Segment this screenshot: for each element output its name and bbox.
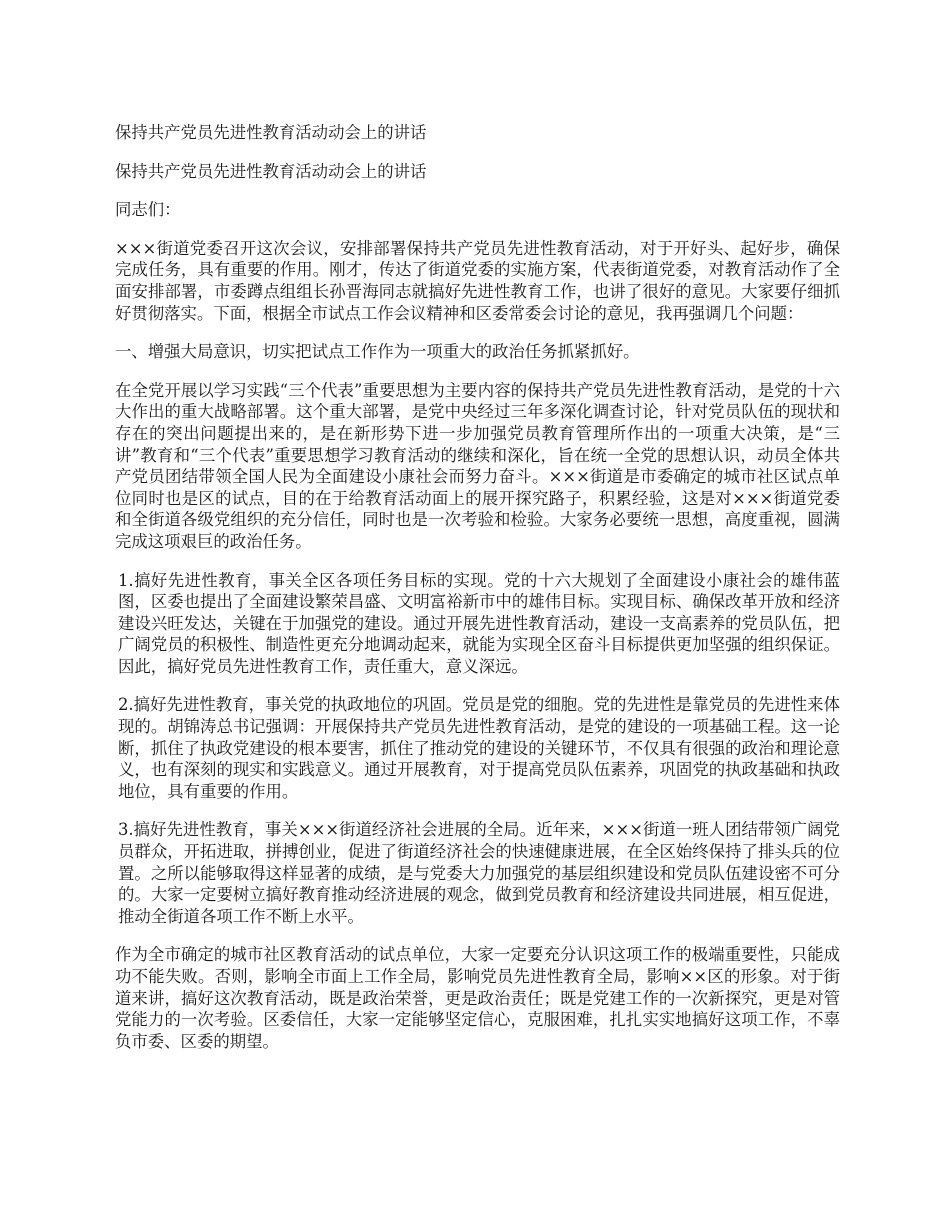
paragraph-intro: ×××街道党委召开这次会议，安排部署保持共产党员先进性教育活动，对于开好头、起好步，确保完成任务，具有重要的作用。刚才，传达了街道党委的实施方案，代表街道党委，对教育活动作了全面安排部署，市委蹲点组组长孙晋海同志就搞好先进性教育工作，也讲了很好的意见。大家要仔细抓好贯彻落实。下面，根据全市试点工作会议精神和区委常委会讨论的意见，我再强调几个问题：: [115, 238, 840, 323]
numbered-paragraph-1: 1.搞好先进性教育，事关全区各项任务目标的实现。党的十六大规划了全面建设小康社会的雄伟蓝图，区委也提出了全面建设繁荣昌盛、文明富裕新市中的雄伟目标。实现目标、确保改革开放和经济建设兴旺发达，关键在于加强党的建设。通过开展先进性教育活动，建设一支高素养的党员队伍，把广阔党员的积极性、制造性更充分地调动起来，就能为实现全区奋斗目标提供更加坚强的组织保证。因此，搞好党员先进性教育工作，责任重大，意义深远。: [118, 570, 840, 676]
document-subtitle: 保持共产党员先进性教育活动动会上的讲话: [115, 161, 427, 181]
numbered-paragraph-3: 3.搞好先进性教育，事关×××街道经济社会进展的全局。近年来，×××街道一班人团结带领广阔党员群众，开拓进取，拼搏创业，促进了街道经济社会的快速健康进展，在全区始终保持了排头兵的位置。之所以能够取得这样显著的成绩，是与党委大力加强党的基层组织建设和党员队伍建设密不可分的。大家一定要树立搞好教育推动经济进展的观念，做到党员教育和经济建设共同进展，相互促进，推动全街道各项工作不断上水平。: [118, 820, 840, 926]
document-title: 保持共产党员先进性教育活动动会上的讲话: [115, 123, 427, 142]
numbered-paragraph-2: 2.搞好先进性教育，事关党的执政地位的巩固。党员是党的细胞。党的先进性是靠党员的先进性来体现的。胡锦涛总书记强调：开展保持共产党员先进性教育活动，是党的建设的一项基础工程。这一论断，抓住了执政党建设的根本要害，抓住了推动党的建设的关键环节，不仅具有很强的政治和理论意义，也有深刻的现实和实践意义。通过开展教育，对于提高党员队伍素养，巩固党的执政基础和执政地位，具有重要的作用。: [118, 695, 840, 801]
greeting: 同志们：: [115, 200, 181, 220]
paragraph-conclusion: 作为全市确定的城市社区教育活动的试点单位，大家一定要充分认识这项工作的极端重要性，只能成功不能失败。否则，影响全市面上工作全局，影响党员先进性教育全局，影响××区的形象。对于街道来讲，搞好这次教育活动，既是政治荣誉，更是政治责任；既是党建工作的一次新探究，更是对管党能力的一次考验。区委信任，大家一定能够坚定信心，克服困难，扎扎实实地搞好这项工作，不辜负市委、区委的期望。: [115, 945, 840, 1051]
section-heading-1: 一、增强大局意识，切实把试点工作作为一项重大的政治任务抓紧抓好。: [115, 342, 640, 362]
document-page: [115, 120, 840, 1069]
paragraph-background: 在全党开展以学习实践“三个代表”重要思想为主要内容的保持共产党员先进性教育活动，是党的十六大作出的重大战略部署。这个重大部署，是党中央经过三年多深化调查讨论，针对党员队伍的现状和存在的突出问题提出来的，是在新形势下进一步加强党员教育管理所作出的一项重大决策，是“三讲”教育和“三个代表”重要思想学习教育活动的继续和深化，旨在统一全党的思想认识，动员全体共产党员团结带领全国人民为全面建设小康社会而努力奋斗。×××街道是市委确定的城市社区试点单位同时也是区的试点，目的在于给教育活动面上的展开探究路子，积累经验，这是对×××街道党委和全街道各级党组织的充分信任，同时也是一次考验和检验。大家务必要统一思想，高度重视，圆满完成这项艰巨的政治任务。: [115, 380, 840, 551]
